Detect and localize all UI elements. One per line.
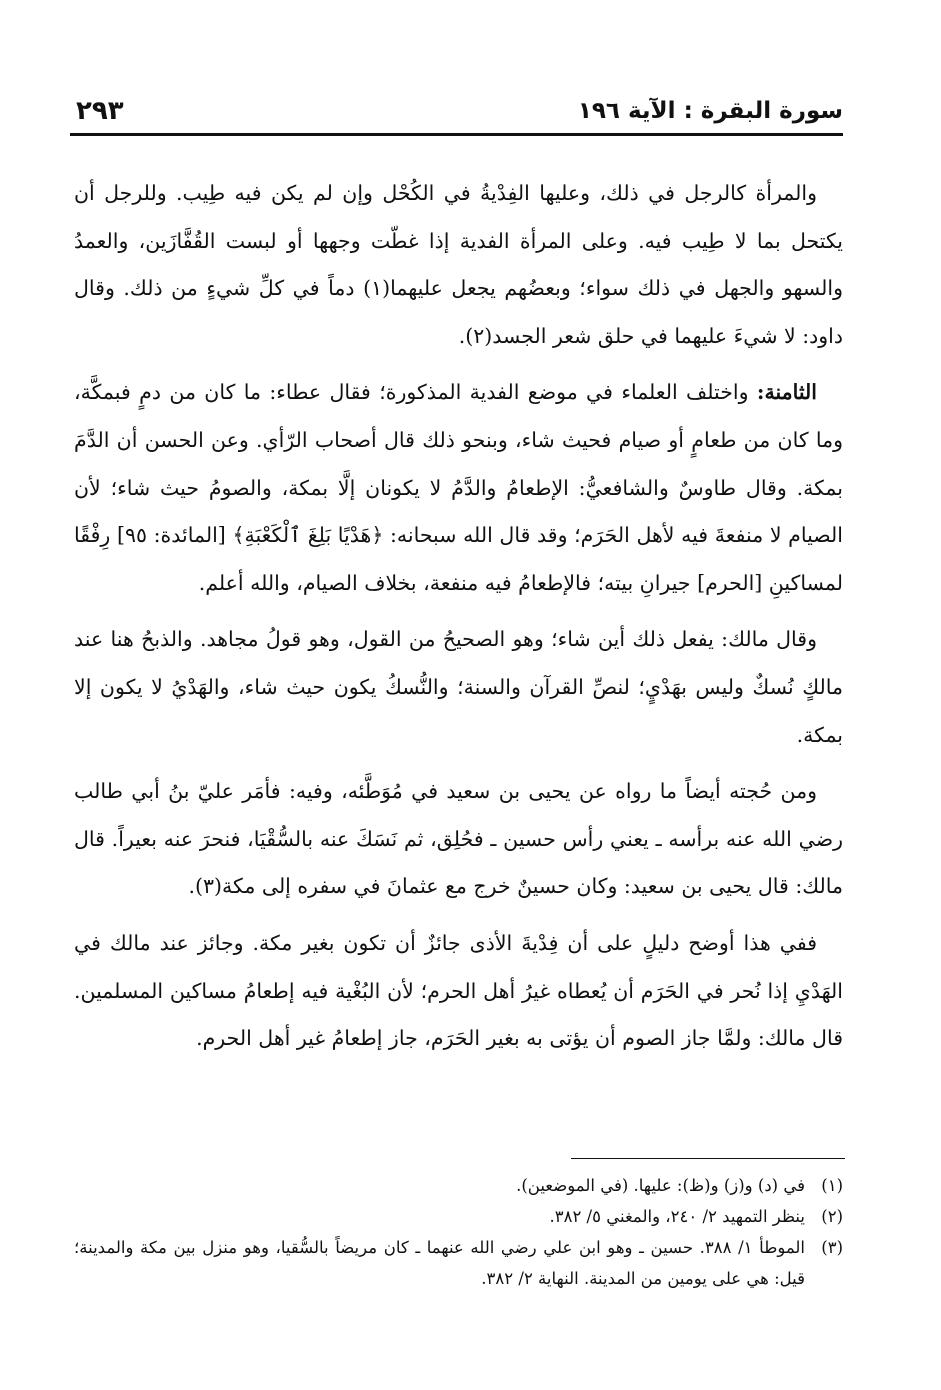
footnote-number: (٣)	[821, 1238, 843, 1257]
paragraph-2	[74, 369, 843, 607]
footnotes	[74, 1170, 843, 1294]
footnote-text: في (د) و(ز) و(ظ): عليها. (في الموضعين).	[516, 1176, 805, 1195]
paragraph-3: وقال مالك: يفعل ذلك أين شاء؛ وهو الصحيحُ من القول، وهو قولُ مجاهد. والذبحُ هنا عند مالكٍ نُسكٌ وليس بهَدْيٍ؛ لنصِّ القرآن والسنة؛ والنُّسكُ يكون حيث شاء، والهَدْيُ لا يكون إلا بمكة.	[74, 627, 843, 747]
footnote-2	[74, 1201, 843, 1232]
paragraph-5: ففي هذا أوضح دليلٍ على أن فِدْيةَ الأذى جائزٌ أن تكون بغير مكة. وجائز عند مالك في الهَدْيِ إذا نُحر في الحَرَم أن يُعطاه غيرُ أهل الحرم؛ لأن البُغْية فيه إطعامُ مساكين المسلمين. قال مالك: ولمَّا جاز الصوم أن يؤتى به بغير الحَرَم، جاز إطعامُ غير أهل الحرم.	[74, 930, 843, 1051]
paragraph-2-text: واختلف العلماء في موضع الفدية المذكورة؛ فقال عطاء: ما كان من دمٍ فبمكَّة، وما كان من طعامٍ أو صيام فحيث شاء، وبنحو ذلك قال أصحاب الرّأي. وعن الحسن أن الدَّمَ بمكة. وقال طاوسٌ والشافعيُّ: الإطعامُ والدَّمُ لا يكونان إلَّا بمكة، والصومُ حيث شاء؛ لأن الصيام لا منفعةَ فيه لأهل الحَرَم؛ وقد قال الله سبحانه: ﴿هَدْيًا بَلِغَ ٱلْكَعْبَةِ﴾ [المائدة: ٩٥] رِفْقًا لمساكينِ [الحرم] جيرانِ بيته؛ فالإطعامُ فيه منفعة، بخلاف الصيام، والله أعلم.	[74, 380, 843, 595]
footnote-1	[74, 1170, 843, 1201]
footnote-separator	[571, 1158, 845, 1159]
header-rule	[70, 133, 843, 136]
main-text	[74, 170, 843, 1063]
paragraph-4: ومن حُجته أيضاً ما رواه عن يحيى بن سعيد في مُوَطَّئه، وفيه: فأمَر عليّ بنُ أبي طالب رضي الله عنه برأسه ـ يعني رأس حسين ـ فحُلِق، ثم نَسَكَ عنه بالسُّقْيَا، فنحرَ عنه بعيراً. قال مالك: قال يحيى بن سعيد: وكان حسينٌ خرج مع عثمانَ في سفره إلى مكة(٣).	[74, 779, 843, 899]
surah-title: سورة البقرة : الآية ١٩٦	[577, 98, 843, 124]
paragraph-1: والمرأة كالرجل في ذلك، وعليها الفِدْيةُ في الكُحْل وإن لم يكن فيه طِيب. وللرجل أن يكتحل بما لا طِيب فيه. وعلى المرأة الفدية إذا غطّت وجهها أو لبست القُفَّازَين، والعمدُ والسهو والجهل في ذلك سواء؛ وبعضُهم يجعل عليهما(١) دماً في كلِّ شيءٍ من ذلك. وقال داود: لا شيءَ عليهما في حلق شعر الجسد(٢).	[74, 181, 844, 348]
footnote-3	[74, 1232, 843, 1294]
section-heading-eighth: الثامنة:	[756, 380, 817, 405]
page-number: ٢٩٣	[76, 96, 124, 126]
running-header	[70, 92, 843, 136]
footnote-text: ينظر التمهيد ٢/ ٢٤٠، والمغني ٥/ ٣٨٢.	[549, 1207, 805, 1226]
footnote-text: الموطأ ١/ ٣٨٨. حسين ـ وهو ابن علي رضي الله عنهما ـ كان مريضاً بالسُّقيا، وهو منزل بين مكة والمدينة؛ قيل: هي على يومين من المدينة. النهاية ٢/ ٣٨٢.	[74, 1238, 805, 1288]
footnote-number: (٢)	[821, 1207, 843, 1226]
footnote-number: (١)	[821, 1176, 843, 1195]
